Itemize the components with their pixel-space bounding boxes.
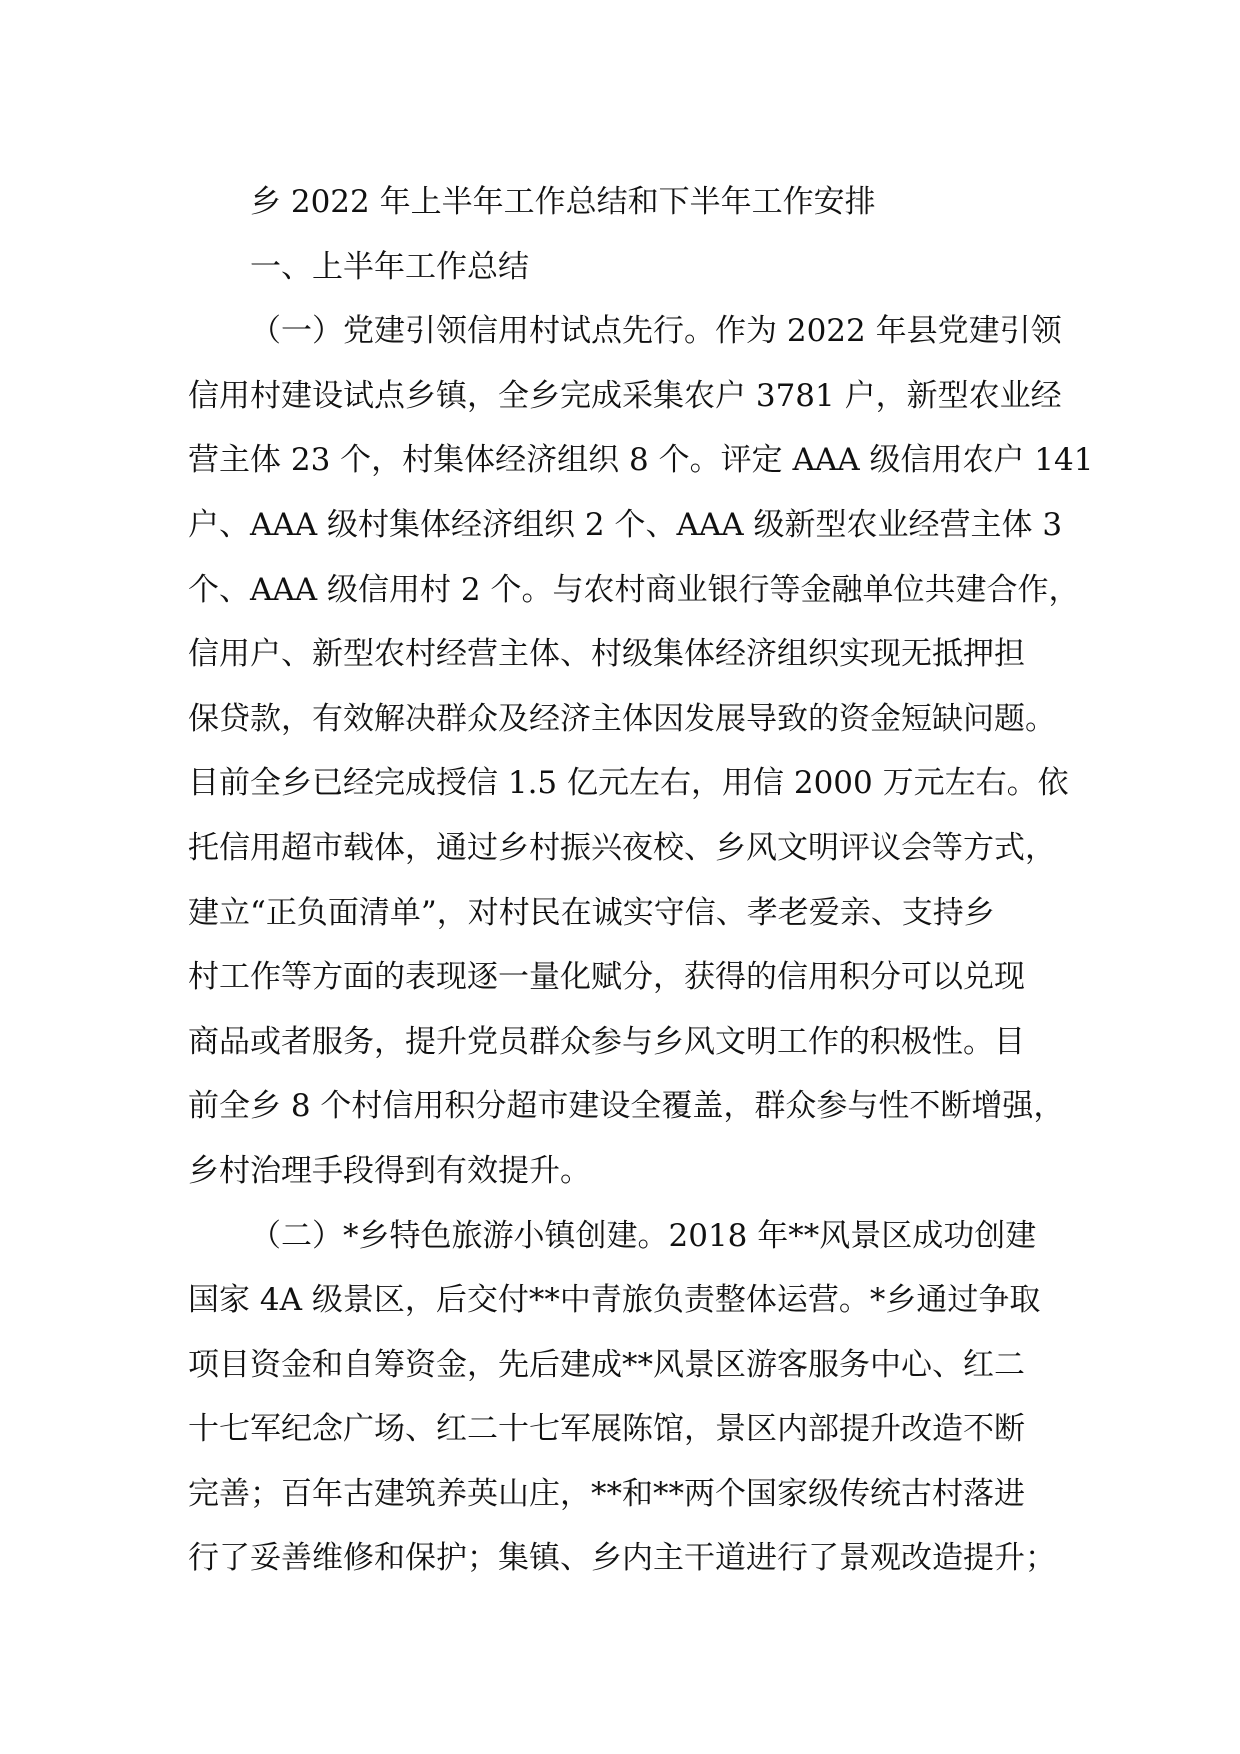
section-heading: 一、上半年工作总结 <box>250 248 529 285</box>
paragraph-line: 十七军纪念广场、红二十七军展陈馆，景区内部提升改造不断 <box>188 1411 1025 1448</box>
paragraph-line: 村工作等方面的表现逐一量化赋分，获得的信用积分可以兑现 <box>188 959 1025 996</box>
paragraph-line: 目前全乡已经完成授信 1.5 亿元左右，用信 2000 万元左右。依 <box>188 765 1069 802</box>
paragraph-line: 户、AAA 级村集体经济组织 2 个、AAA 级新型农业经营主体 3 <box>188 506 1063 543</box>
paragraph-line: （一）党建引领信用村试点先行。作为 2022 年县党建引领 <box>250 313 1062 350</box>
paragraph-1 <box>188 299 1094 1203</box>
paragraph-line: 完善；百年古建筑养英山庄，**和**两个国家级传统古村落进 <box>188 1475 1025 1512</box>
paragraph-line: 信用村建设试点乡镇，全乡完成采集农户 3781 户，新型农业经 <box>188 377 1062 414</box>
paragraph-line: 建立“正负面清单”，对村民在诚实守信、孝老爱亲、支持乡 <box>188 894 995 931</box>
paragraph-line: 商品或者服务，提升党员群众参与乡风文明工作的积极性。目 <box>188 1023 1025 1060</box>
paragraph-line: 个、AAA 级信用村 2 个。与农村商业银行等金融单位共建合作， <box>188 571 1080 608</box>
document-title: 乡 2022 年上半年工作总结和下半年工作安排 <box>250 184 876 220</box>
paragraph-line: 乡村治理手段得到有效提升。 <box>188 1152 591 1189</box>
paragraph-line: 项目资金和自筹资金，先后建成**风景区游客服务中心、红二 <box>188 1346 1025 1383</box>
paragraph-2 <box>188 1204 1088 1592</box>
paragraph-line: 行了妥善维修和保护；集镇、乡内主干道进行了景观改造提升； <box>188 1540 1056 1577</box>
paragraph-line: 信用户、新型农村经营主体、村级集体经济组织实现无抵押担 <box>188 636 1025 673</box>
document-body <box>188 170 1094 1591</box>
paragraph-line: 营主体 23 个，村集体经济组织 8 个。评定 AAA 级信用农户 141 <box>188 442 1094 479</box>
paragraph-line: 托信用超市载体，通过乡村振兴夜校、乡风文明评议会等方式， <box>188 829 1056 866</box>
paragraph-line: 国家 4A 级景区，后交付**中青旅负责整体运营。*乡通过争取 <box>188 1282 1041 1319</box>
paragraph-line: 保贷款，有效解决群众及经济主体因发展导致的资金短缺问题。 <box>188 700 1056 737</box>
paragraph-line: （二）*乡特色旅游小镇创建。2018 年**风景区成功创建 <box>250 1217 1037 1254</box>
paragraph-line: 前全乡 8 个村信用积分超市建设全覆盖，群众参与性不断增强， <box>188 1088 1065 1125</box>
